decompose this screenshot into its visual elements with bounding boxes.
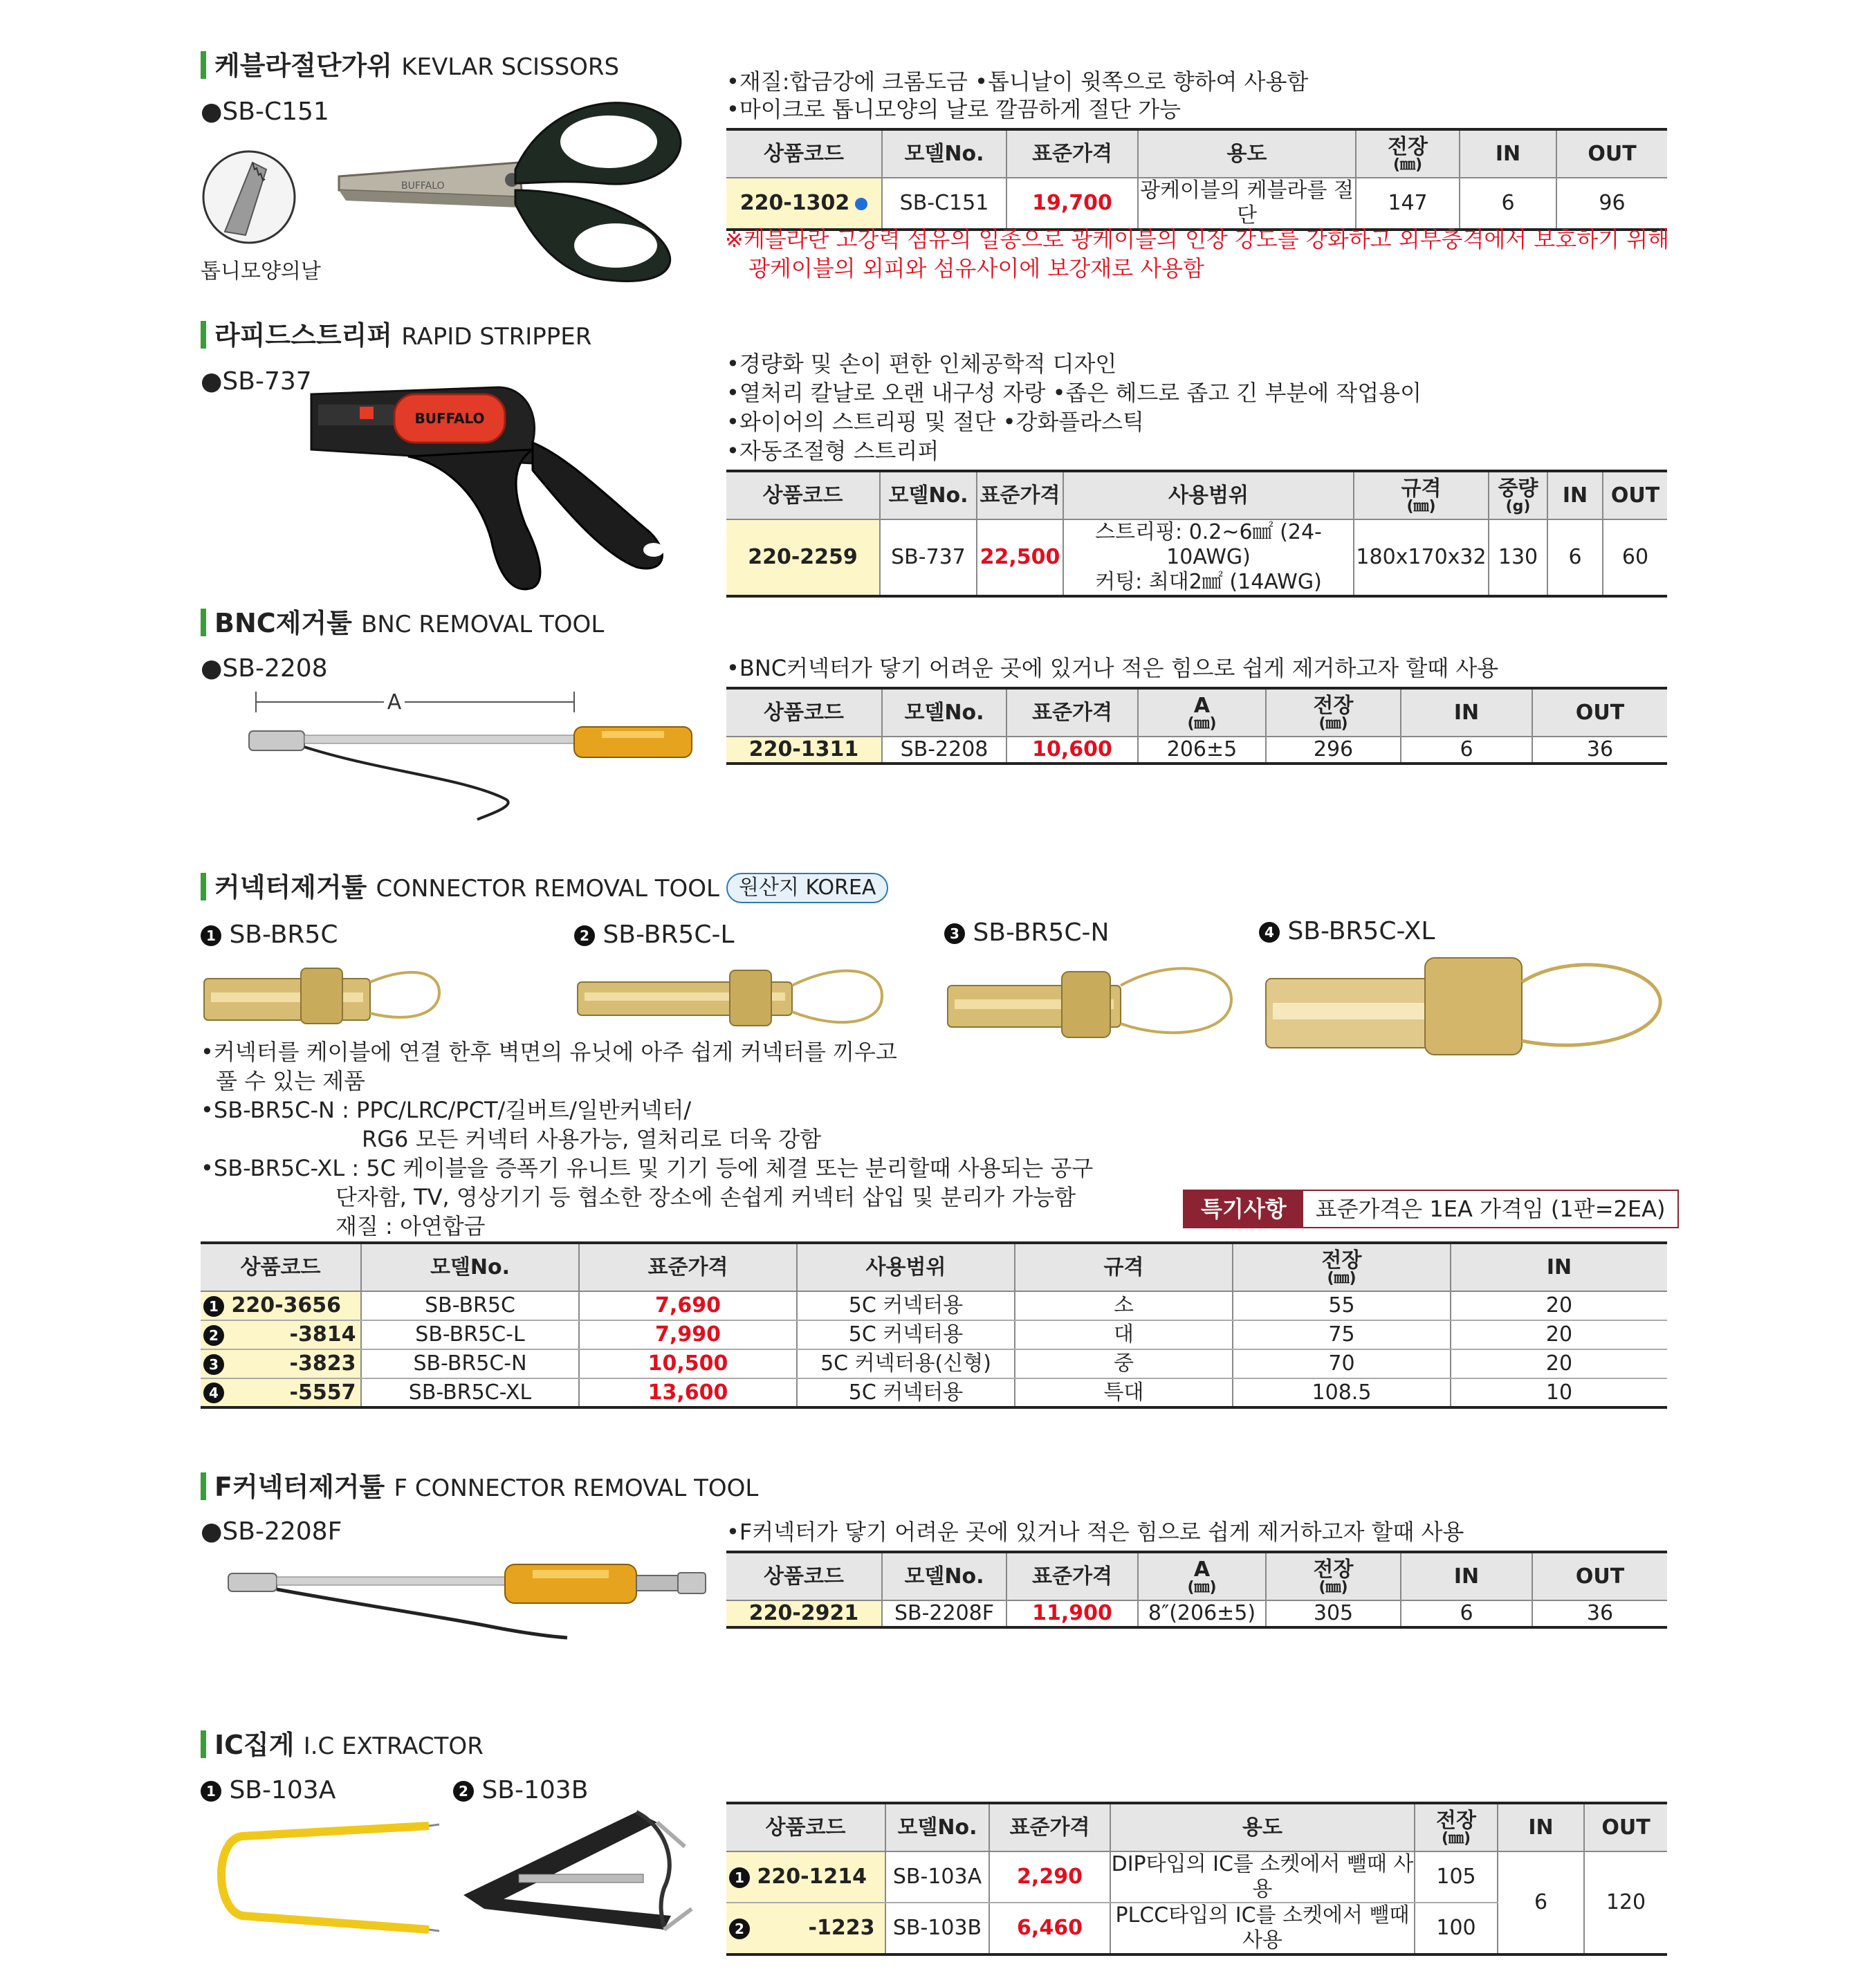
price: 19,700 [1006,178,1138,230]
header-out: OUT [1603,471,1667,519]
product-code: 220-2921 [726,1600,882,1627]
in-qty: 10 [1451,1378,1667,1407]
size: 특대 [1015,1378,1233,1407]
kevlar-scissors-image [339,86,685,287]
kevlar-bullet-2: •마이크로 톱니모양의 날로 깔끔하게 절단 가능 [726,96,1181,122]
header-use: 용도 [1138,129,1356,178]
table-row [726,178,1667,230]
connector-desc-6: 단자함, TV, 영상기기 등 협소한 장소에 손쉽게 커넥터 삽입 및 분리가 가능함 [335,1184,1076,1210]
price: 13,600 [579,1378,797,1407]
table-header-row [726,471,1667,519]
length: 100 [1415,1903,1498,1954]
new-dot-icon [855,198,867,210]
stripper-bullet-3: •와이어의 스트리핑 및 절단 •강화플라스틱 [726,409,1144,435]
product-code: 220-1302 [726,178,882,230]
header-length: 전장 (㎜) [1266,1552,1401,1600]
connector-tool-4-image [1266,951,1667,1062]
model-no: SB-BR5C-XL [361,1378,579,1407]
section-title-ic: IC집게 I.C EXTRACTOR [201,1729,484,1762]
weight: 130 [1489,519,1547,596]
header-code: 상품코드 [201,1243,361,1291]
length: 305 [1266,1600,1401,1627]
in-qty: 6 [1547,519,1603,596]
price: 2,290 [989,1851,1110,1903]
price: 11,900 [1006,1600,1138,1627]
blade-brand-text: BUFFALO [401,181,445,192]
product-code: 3 -3823 [201,1349,361,1378]
in-qty: 20 [1451,1320,1667,1349]
product-code: 1 220-3656 [201,1291,361,1320]
stripper-bullet-4: •자동조절형 스트리퍼 [726,438,939,464]
out-qty: 60 [1603,519,1667,596]
model-sb-2208f: ●SB-2208F [201,1517,342,1546]
header-in: IN [1401,1552,1532,1600]
header-out: OUT [1556,129,1667,178]
model-no: SB-BR5C [361,1291,579,1320]
header-model: 모델No. [885,1803,989,1851]
table-row [726,519,1667,596]
length: 108.5 [1233,1378,1451,1407]
header-in: IN [1498,1803,1584,1851]
model-no: SB-103A [885,1851,989,1903]
price: 6,460 [989,1903,1110,1954]
length: 75 [1233,1320,1451,1349]
connector-table [201,1241,1667,1409]
model-label-103b: 2 SB-103B [453,1775,588,1806]
product-code: 1 220-1214 [726,1851,885,1903]
in-qty: 6 [1401,1600,1532,1627]
connector-desc-2: 풀 수 있는 제품 [216,1068,365,1094]
model-no: SB-103B [885,1903,989,1954]
model-no: SB-C151 [882,178,1006,230]
kevlar-bullet-1: •재질:합금강에 크롬도금 •톱니날이 윗쪽으로 향하여 사용함 [726,68,1309,95]
model-label-1: 1 SB-BR5C [201,920,338,950]
header-out: OUT [1532,1552,1667,1600]
table-header-row [726,1552,1667,1600]
bnc-tool-image [242,681,712,820]
header-range: 사용범위 [1063,471,1354,519]
header-model: 모델No. [882,688,1006,737]
out-qty: 36 [1532,737,1667,764]
section-title-fconnector: F커넥터제거툴 F CONNECTOR REMOVAL TOOL [201,1471,758,1504]
connector-tool-2-image [578,958,889,1034]
length: 55 [1233,1291,1451,1320]
header-in: IN [1547,471,1603,519]
section-title-bnc: BNC제거툴 BNC REMOVAL TOOL [201,607,604,640]
header-out: OUT [1532,688,1667,737]
table-row [201,1349,1667,1378]
kevlar-note-2: 광케이블의 외피와 섬유사이에 보강재로 사용함 [748,255,1204,281]
blade-label: 톱니모양의날 [201,259,321,284]
dim-a: 206±5 [1138,737,1266,764]
blade-detail-image [211,149,287,246]
header-model: 모델No. [882,1552,1006,1600]
model-no: SB-2208 [882,737,1006,764]
in-qty: 20 [1451,1291,1667,1320]
table-header-row [726,129,1667,178]
use: 광케이블의 케블라를 절단 [1138,178,1356,230]
product-code: 220-1311 [726,737,882,764]
header-price: 표준가격 [1006,1552,1138,1600]
connector-tool-1-image [204,958,446,1034]
header-code: 상품코드 [726,688,882,737]
header-a: A (㎜) [1138,1552,1266,1600]
header-length: 전장 (㎜) [1233,1243,1451,1291]
header-in: IN [1460,129,1556,178]
header-model: 모델No. [880,471,977,519]
length: 147 [1356,178,1460,230]
in-qty: 6 [1460,178,1556,230]
bnc-table [726,687,1667,765]
connector-desc-7: 재질 : 아연합금 [335,1213,486,1239]
table-row [726,1851,1667,1903]
fconnector-table [726,1551,1667,1629]
model-label-2: 2 SB-BR5C-L [574,920,735,950]
size: 중 [1015,1349,1233,1378]
header-in: IN [1451,1243,1667,1291]
stripper-bullet-2: •열처리 칼날로 오랜 내구성 자랑 •좁은 헤드로 좁고 긴 부분에 작업용이 [726,380,1422,406]
price: 7,990 [579,1320,797,1349]
stripper-bullet-1: •경량화 및 손이 편한 인체공학적 디자인 [726,351,1117,377]
in-qty: 6 [1498,1851,1584,1954]
section-title-kevlar: 케블라절단가위 KEVLAR SCISSORS [201,50,619,83]
table-row [201,1378,1667,1407]
section-title-connector: 커넥터제거툴 CONNECTOR REMOVAL TOOL [201,871,719,905]
bnc-bullet-1: •BNC커넥터가 닿기 어려운 곳에 있거나 적은 힘으로 쉽게 제거하고자 할때 사용 [726,655,1499,681]
header-use: 용도 [1110,1803,1415,1851]
length: 70 [1233,1349,1451,1378]
size: 대 [1015,1320,1233,1349]
product-code: 2 -1223 [726,1903,885,1954]
product-code: 4 -5557 [201,1378,361,1407]
f-connector-tool-image [221,1549,719,1639]
header-weight: 중량 (g) [1489,471,1547,519]
connector-desc-1: •커넥터를 케이블에 연결 한후 벽면의 유닛에 아주 쉽게 커넥터를 끼우고 [201,1039,897,1065]
header-price: 표준가격 [1006,688,1138,737]
header-length: 전장 (㎜) [1356,129,1460,178]
ic-extractor-b-image [457,1805,719,1943]
table-header-row [726,688,1667,737]
model-sb-2208: ●SB-2208 [201,654,328,683]
connector-desc-5: •SB-BR5C-XL : 5C 케이블을 증폭기 유니트 및 기기 등에 체결 또는 분리할때 사용되는 공구 [201,1155,1094,1181]
use: DIP타입의 IC를 소켓에서 뺄때 사용 [1111,1852,1414,1901]
header-a: A (㎜) [1138,688,1266,737]
length: 105 [1415,1851,1498,1903]
table-row [726,737,1667,764]
header-length: 전장 (㎜) [1266,688,1401,737]
model-sb-737: ●SB-737 [201,367,312,396]
price: 7,690 [579,1291,797,1320]
use: PLCC타입의 IC를 소켓에서 뺄때 사용 [1110,1903,1415,1954]
header-in: IN [1401,688,1532,737]
dim-a: 8″(206±5) [1138,1600,1266,1627]
origin-badge: 원산지 KOREA [726,873,888,903]
price: 22,500 [977,519,1063,596]
connector-desc-4: RG6 모든 커넥터 사용가능, 열처리로 더욱 강함 [362,1126,822,1152]
connector-desc-3: •SB-BR5C-N : PPC/LRC/PCT/길버트/일반커넥터/ [201,1097,692,1123]
model-no: SB-737 [880,519,977,596]
table-row [726,1600,1667,1627]
ic-extractor-a-image [208,1812,443,1937]
special-note-key: 특기사항 [1184,1191,1303,1227]
length: 296 [1266,737,1401,764]
size: 소 [1015,1291,1233,1320]
header-price: 표준가격 [1006,129,1138,178]
model-label-103a: 1 SB-103A [201,1775,335,1806]
kevlar-note-1: ※케블라란 고강력 섬유의 일종으로 광케이블의 인장 강도를 강화하고 외부충격에서 보호하기 위해 [725,226,1670,252]
usage-range: 5C 커넥터용 [797,1320,1015,1349]
table-header-row [201,1243,1667,1291]
header-code: 상품코드 [726,471,880,519]
model-label-3: 3 SB-BR5C-N [944,918,1109,948]
model-no: SB-BR5C-N [361,1349,579,1378]
spec: 180x170x32 [1354,519,1489,596]
header-code: 상품코드 [726,129,882,178]
dim-label-a: A [387,690,402,714]
out-qty: 36 [1532,1600,1667,1627]
usage-range: 스트리핑: 0.2~6㎟ (24-10AWG) 커팅: 최대2㎟ (14AWG) [1063,519,1354,596]
header-price: 표준가격 [579,1243,797,1291]
table-header-row [726,1803,1667,1851]
section-title-stripper: 라피드스트리퍼 RAPID STRIPPER [201,320,591,353]
ic-table [726,1802,1667,1956]
header-model: 모델No. [361,1243,579,1291]
model-no: SB-2208F [882,1600,1006,1627]
kevlar-table [726,128,1667,231]
model-no: SB-BR5C-L [361,1320,579,1349]
header-size: 규격 [1015,1243,1233,1291]
usage-range: 5C 커넥터용 [797,1291,1015,1320]
usage-range: 5C 커넥터용 [797,1378,1015,1407]
product-code: 2 -3814 [201,1320,361,1349]
header-code: 상품코드 [726,1803,885,1851]
product-code: 220-2259 [726,519,880,596]
table-row [201,1320,1667,1349]
fconnector-bullet-1: •F커넥터가 닿기 어려운 곳에 있거나 적은 힘으로 쉽게 제거하고자 할때 사용 [726,1519,1464,1545]
header-length: 전장 (㎜) [1415,1803,1498,1851]
header-price: 표준가격 [977,471,1063,519]
model-label-4: 4 SB-BR5C-XL [1259,916,1435,947]
table-row [201,1291,1667,1320]
price: 10,600 [1006,737,1138,764]
connector-tool-3-image [948,958,1238,1048]
model-sb-c151: ●SB-C151 [201,98,329,126]
in-qty: 6 [1401,737,1532,764]
out-qty: 96 [1556,178,1667,230]
special-note-value: 표준가격은 1EA 가격임 (1판=2EA) [1315,1196,1666,1222]
in-qty: 20 [1451,1349,1667,1378]
header-range: 사용범위 [797,1243,1015,1291]
special-note-box [1183,1190,1679,1228]
header-model: 모델No. [882,129,1006,178]
price: 10,500 [579,1349,797,1378]
header-code: 상품코드 [726,1552,882,1600]
header-out: OUT [1584,1803,1667,1851]
stripper-brand-text: BUFFALO [414,410,485,427]
header-price: 표준가격 [989,1803,1110,1851]
header-spec: 규격 (㎜) [1354,471,1489,519]
usage-range: 5C 커넥터용(신형) [797,1349,1015,1378]
rapid-stripper-image [304,373,678,602]
stripper-table [726,470,1667,598]
out-qty: 120 [1584,1851,1667,1954]
